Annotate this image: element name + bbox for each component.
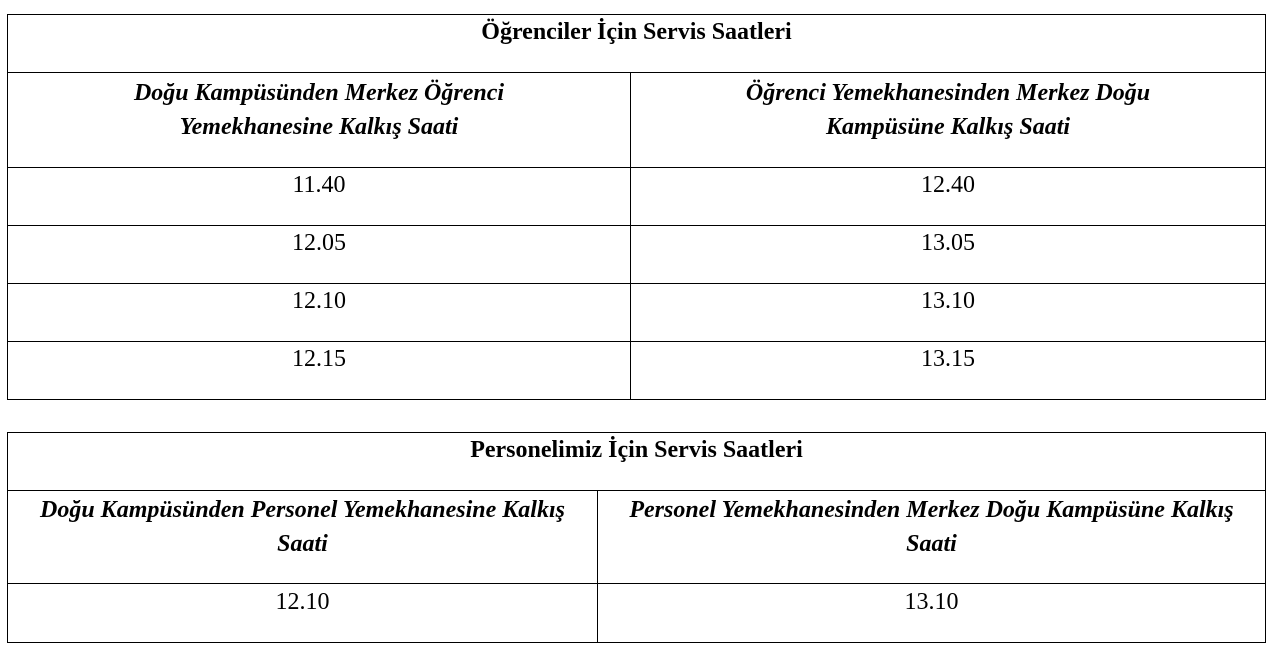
staff-schedule-table bbox=[7, 432, 1266, 643]
student-schedule-table bbox=[7, 14, 1266, 400]
departure-time-cell: 11.40 bbox=[8, 168, 631, 226]
departure-time-cell: 12.10 bbox=[8, 584, 598, 643]
student-schedule-title: Öğrenciler İçin Servis Saatleri bbox=[8, 15, 1266, 73]
header-text: Doğu Kampüsünden Personel Yemekhanesine Kalkış Saati bbox=[40, 497, 565, 557]
return-time-cell: 13.10 bbox=[631, 284, 1266, 342]
staff-header-cafeteria-to-east bbox=[598, 491, 1266, 584]
return-time-cell: 13.05 bbox=[631, 226, 1266, 284]
student-header-cafeteria-to-east bbox=[631, 73, 1266, 168]
header-text: Personel Yemekhanesinden Merkez Doğu Kampüsüne Kalkış Saati bbox=[629, 497, 1234, 557]
table-row bbox=[8, 584, 1266, 643]
table-row bbox=[8, 284, 1266, 342]
departure-time-cell: 12.10 bbox=[8, 284, 631, 342]
departure-time-cell: 12.15 bbox=[8, 342, 631, 400]
table-row bbox=[8, 342, 1266, 400]
table-row bbox=[8, 168, 1266, 226]
departure-time-cell: 12.05 bbox=[8, 226, 631, 284]
student-header-east-to-cafeteria bbox=[8, 73, 631, 168]
staff-schedule-title: Personelimiz İçin Servis Saatleri bbox=[8, 433, 1266, 491]
table-row bbox=[8, 226, 1266, 284]
header-text: Öğrenci Yemekhanesinden Merkez Doğu Kampüsüne Kalkış Saati bbox=[745, 80, 1151, 140]
return-time-cell: 13.10 bbox=[598, 584, 1266, 643]
header-text: Doğu Kampüsünden Merkez Öğrenci Yemekhanesine Kalkış Saati bbox=[133, 80, 505, 140]
return-time-cell: 12.40 bbox=[631, 168, 1266, 226]
staff-header-east-to-cafeteria bbox=[8, 491, 598, 584]
return-time-cell: 13.15 bbox=[631, 342, 1266, 400]
